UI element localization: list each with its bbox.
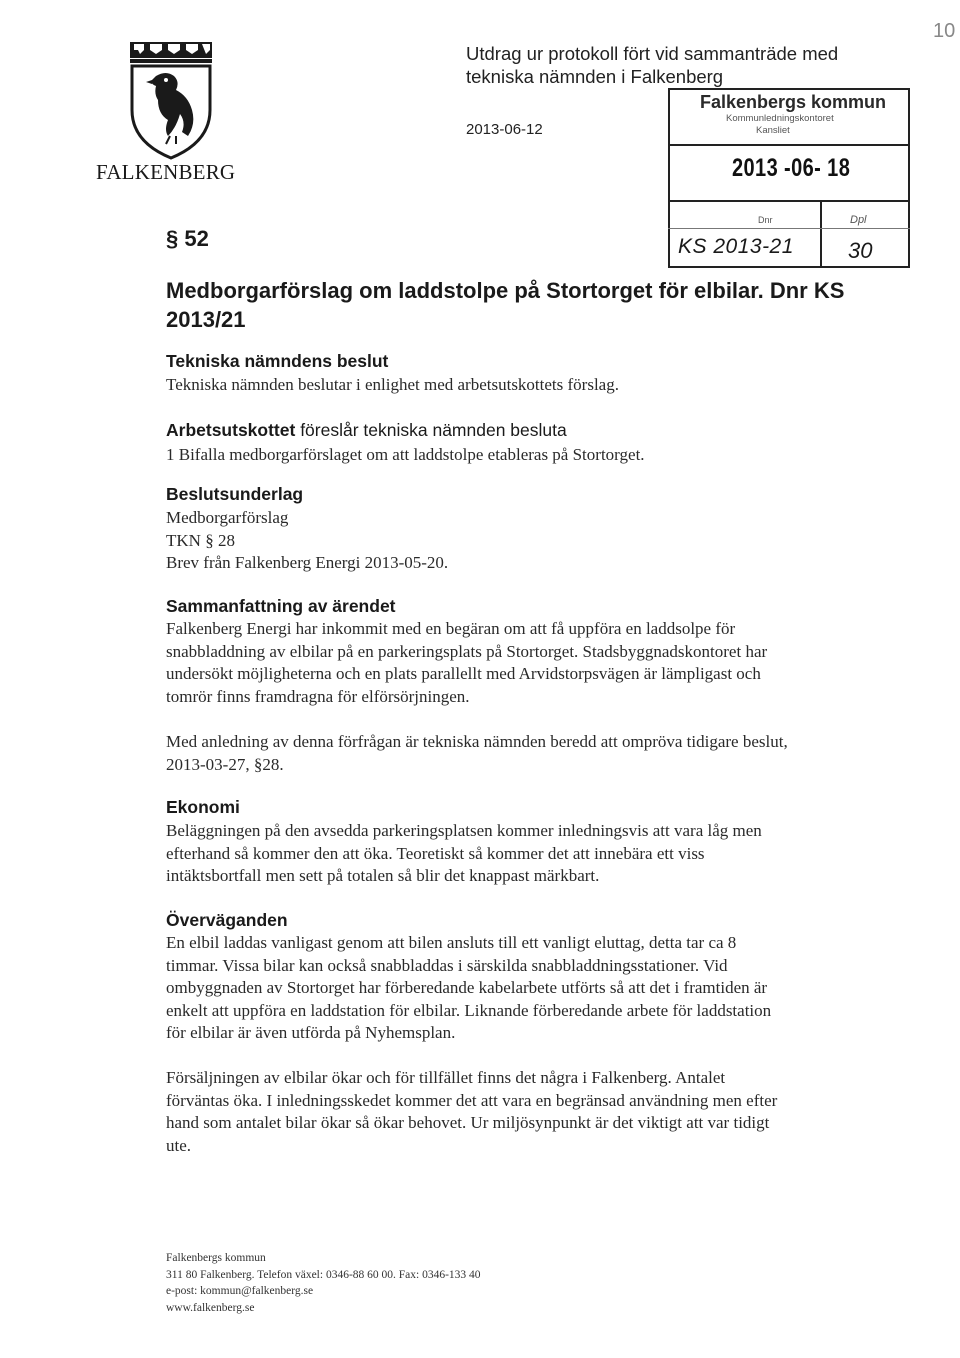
summary-paragraph-1: Falkenberg Energi har inkommit med en begäran om att få uppföra en laddsolpe för snabbladdning av elbilar på en parkeringsplats på Stortorget. Stadsbyggnadskontoret har undersökt möjligheterna och en plats parallellt med Arvidstorpsvägen är lämpligast och tomrör finns framdragna för elförsörjningen. [166, 619, 768, 706]
proposal-heading [166, 420, 567, 441]
coat-of-arms-icon [126, 40, 216, 160]
protocol-line: tekniska nämnden i Falkenberg [466, 66, 724, 87]
summary-paragraph-2: Med anledning av denna förfrågan är tekniska nämnden beredd att ompröva tidigare beslut, 2013-03-27, §28. [166, 732, 788, 774]
organization-name: FALKENBERG [96, 160, 236, 184]
footer-contact [166, 1250, 481, 1316]
economy-paragraph: Beläggningen på den avsedda parkeringsplatsen kommer inledningsvis att vara låg men efterhand så kommer den att öka. Teoretiskt så kommer det att innebära ett viss intäktsbortfall men sett på totalen så blir det knappast märkbart. [166, 821, 762, 885]
considerations-heading: Överväganden [166, 910, 288, 930]
decision-heading: Tekniska nämndens beslut [166, 351, 389, 371]
stamp-office: Kansliet [756, 125, 790, 136]
section-number: § 52 [166, 226, 209, 251]
list-item: TKN § 28 [166, 530, 235, 550]
title-line: Medborgarförslag om laddstolpe på Stortorget för elbilar. Dnr KS [166, 278, 845, 303]
stamp-dpl-label: Dpl [850, 214, 867, 226]
decision-text: Tekniska nämnden beslutar i enlighet med arbetsutskottets förslag. [166, 375, 619, 394]
document-title [166, 276, 886, 334]
proposal-heading-rest: föreslår tekniska nämnden besluta [295, 420, 567, 440]
footer-line: www.falkenberg.se [166, 1301, 255, 1314]
protocol-heading [466, 42, 838, 88]
stamp-doc-number: 30 [848, 238, 873, 263]
summary-heading: Sammanfattning av ärendet [166, 596, 396, 616]
footer-line: e-post: kommun@falkenberg.se [166, 1285, 314, 1297]
proposal-heading-bold: Arbetsutskottet [166, 420, 296, 440]
protocol-line: Utdrag ur protokoll fört vid sammanträde med [466, 43, 839, 64]
meeting-date: 2013-06-12 [466, 121, 543, 138]
considerations-paragraph-1: En elbil laddas vanligast genom att bilen ansluts till ett vanligt eluttag, detta tar ca 8 timmar. Vissa bilar kan också snabbladdas i särskilda snabbladdningsstationer. Vid ombyggnaden av Stortorget har förberedande kabelarbete utförts så att det i framtiden är enkelt att uppföra en laddstation för elbilar. Liknande förberedande arbete för laddstation för elbilar är även utförda på Nyhemsplan. [166, 933, 772, 1042]
registration-stamp [668, 88, 910, 268]
list-item: Brev från Falkenberg Energi 2013-05-20. [166, 553, 449, 572]
economy-heading: Ekonomi [166, 797, 240, 817]
stamp-case-number: KS 2013-21 [678, 235, 794, 258]
basis-list [166, 507, 886, 575]
title-line: 2013/21 [166, 307, 246, 332]
stamp-department: Kommunledningskontoret [726, 113, 834, 124]
stamp-date: 2013 -06- 18 [732, 154, 851, 182]
corner-mark: 10 [933, 20, 956, 42]
footer-line: 311 80 Falkenberg. Telefon växel: 0346-88 60 00. Fax: 0346-133 40 [166, 1268, 481, 1281]
footer-line: Falkenbergs kommun [166, 1252, 266, 1264]
basis-heading: Beslutsunderlag [166, 484, 304, 504]
stamp-name: Falkenbergs kommun [700, 92, 887, 112]
list-item: Medborgarförslag [166, 508, 289, 527]
stamp-dnr-label: Dnr [758, 215, 773, 225]
considerations-paragraph-2: Försäljningen av elbilar ökar och för tillfället finns det några i Falkenberg. Antalet förväntas öka. I inledningsskedet kommer det att vara en begränsad användning men efter hand som antalet bilar ökar så ökar behovet. Ur miljösynpunkt är det viktigt att var tidigt ute. [166, 1068, 778, 1155]
proposal-item: 1 Bifalla medborgarförslaget om att laddstolpe etableras på Stortorget. [166, 445, 645, 464]
